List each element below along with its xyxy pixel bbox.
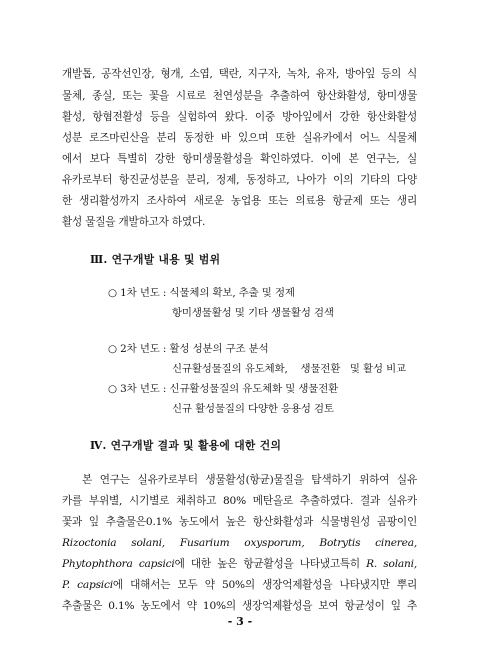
body-line [62,554,417,574]
plan-item-year1-detail: 항미생물활성 및 기타 생물활성 검색 [172,307,334,319]
species-name: Rizoctonia solani, [62,537,165,549]
body-line-species [62,533,417,553]
species-name: Botrytis cinerea, [319,537,417,549]
body-line: 추출물은 0.1% 농도에서 약 10%의 생장억제활성을 보여 항균성이 잎 추 [62,600,417,612]
body-line: 에서 보다 특별히 강한 항미생물활성을 확인하였다. 이에 본 연구는, 실 [62,153,417,165]
plan-item-year1: ○ 1차 년도 : 식물체의 확보, 추출 및 정제 [108,287,295,299]
body-line: 활성 물질을 개발하고자 하였다. [62,216,206,228]
plan-item-year3-detail: 신규 활성물질의 다양한 응용성 검토 [172,403,334,415]
body-line: 꽃과 잎 추출물은0.1% 농도에서 높은 항산화활성과 식물병원성 곰팡이인 [62,516,417,528]
plan-item-year3: ○ 3차 년도 : 신규활성물질의 유도체화 및 생물전환 [108,383,339,395]
body-line: 한 생리활성까지 조사하여 새로운 농업용 또는 의료용 항균제 또는 생리 [62,195,417,207]
section-heading-results: Ⅳ. 연구개발 결과 및 활용에 대한 건의 [90,439,282,452]
body-text: 에 대한 높은 항균활성을 나타냈고특히 [174,558,367,570]
page-number: - 3 - [227,615,253,628]
body-line: 카를 부위별, 시기별로 채취하고 80% 메탄올로 추출하였다. 결과 실유카 [62,495,417,507]
section-heading-scope: Ⅲ. 연구개발 내용 및 범위 [90,253,221,266]
plan-item-year2: ○ 2차 년도 : 활성 성분의 구조 분석 [108,343,269,355]
body-line [62,575,417,595]
species-name: Fusarium oxysporum, [179,537,305,549]
species-name: Phytophthora capsici [62,558,175,570]
plan-item-year2-detail: 신규활성물질의 유도체화, 생물전환 및 활성 비교 [172,363,406,375]
body-line: 성분 로즈마린산을 분리 동정한 바 있으며 또한 실유카에서 어느 식물체 [62,132,417,144]
species-name: R. solani, [366,558,417,570]
body-line: 본 연구는 실유카로부터 생물활성(항균)물질을 탐색하기 위하여 실유 [82,474,417,486]
body-line: 개발톱, 공작선인장, 형개, 소엽, 택란, 지구자, 녹차, 유자, 방아잎 등의 식 [62,68,417,80]
body-line: 활성, 항혐전활성 등을 실험하여 왔다. 이중 방아잎에서 강한 항산화활성 [62,111,417,123]
body-line: 물체, 종실, 또는 꽃을 시료로 천연성분을 추출하여 항산화활성, 항미생물 [62,90,417,102]
body-line: 유카로부터 항진균성분을 분리, 정제, 동정하고, 나아가 이의 기타의 다양 [62,174,417,186]
body-text: 에 대해서는 모두 약 50%의 생장억제활성을 나타냈지만 뿌리 [112,579,417,591]
species-name: P. capsici [62,579,113,591]
